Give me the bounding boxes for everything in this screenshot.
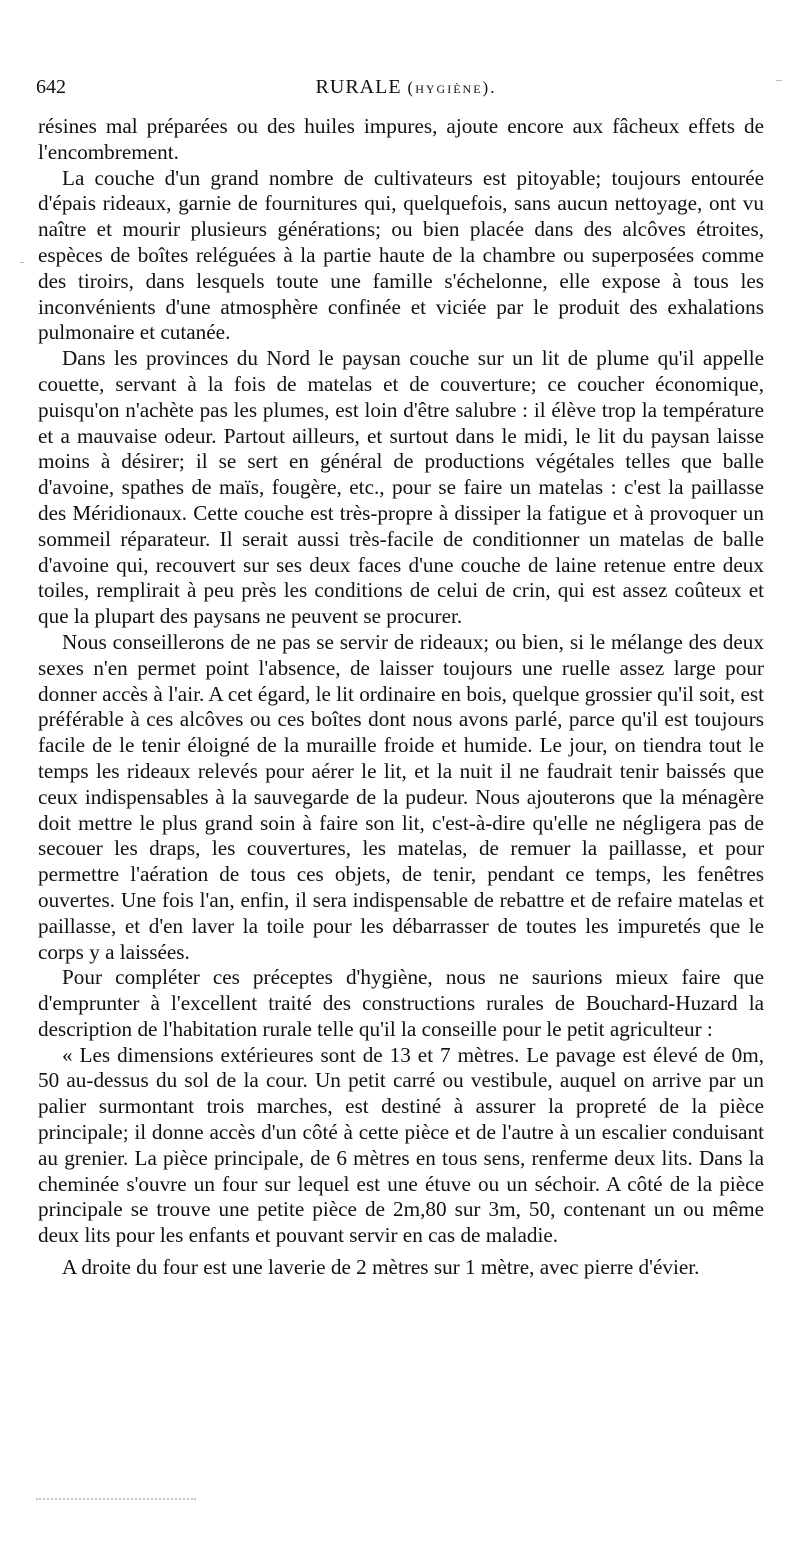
paragraph-hygiene-precepts: Pour compléter ces préceptes d'hygiène, nous ne saurions mieux faire que d'emprunter à l'excellent traité des constructions rurales de Bouchard-Huzard la description de l'habitation rurale telle qu'il la conseille pour le petit agriculteur : [38,965,764,1041]
paragraph-curtains-advice: Nous conseillerons de ne pas se servir de rideaux; ou bien, si le mélange des deux sexes n'en permet point l'absence, de laisser toujours une ruelle assez large pour donner accès à l'air. A cet égard, le lit ordinaire en bois, quelque grossier qu'il soit, est préférable à ces alcôves ou ces boîtes dont nous avons parlé, parce qu'il est toujours facile de le tenir éloigné de la muraille froide et humide. Le jour, on tiendra tout le temps les rideaux relevés pour aérer le lit, et la nuit il ne faudrait tenir baissés que ceux indispensables à la sauvegarde de la pudeur. Nous ajouterons que la ménagère doit mettre le plus grand soin à faire son lit, c'est-à-dire qu'elle ne négligera pas de secouer les draps, les couvertures, les matelas, de remuer la paillasse, et pour permettre l'aération de tous ces objets, de tenir, pendant ce temps, les fenêtres ouvertes. Une fois l'an, enfin, il sera indispensable de rebattre et de refaire matelas et paillasse, et d'en laver la toile pour les débarrasser de toutes les impuretés que le corps y a laissées. [38,629,764,964]
running-title-subtitle: (hygiène). [407,78,497,97]
paragraph-bedding: La couche d'un grand nombre de cultivateurs est pitoyable; toujours entourée d'épais rideaux, garnie de fournitures qui, quelquefois, sans aucun nettoyage, ont vu naître et mourir plusieurs générations; ou bien placée dans des alcôves étroites, espèces de boîtes reléguées à la partie haute de la chambre ou superposées comme des tiroirs, dans lesquels toute une famille s'échelonne, elle expose à tous les inconvénients d'une atmosphère confinée et viciée par le produit des exhalations pulmonaire et cutanée. [38,165,764,345]
body-text [38,114,764,1281]
scan-speck [20,262,24,263]
paragraph-continuation: résines mal préparées ou des huiles impures, ajoute encore aux fâcheux effets de l'encombrement. [38,114,764,164]
running-title [36,74,776,101]
faint-bleed-through-mark [36,1498,196,1500]
running-title-main: RURALE [315,76,402,98]
paragraph-house-dimensions: « Les dimensions extérieures sont de 13 et 7 mètres. Le pavage est élevé de 0m, 50 au-dessus du sol de la cour. Un petit carré ou vestibule, auquel on arrive par un palier surmontant trois marches, est destiné à assurer la propreté de la pièce principale; il donne accès d'un côté à cette pièce et de l'autre à un escalier conduisant au grenier. La pièce principale, de 6 mètres en tous sens, renferme deux lits. Dans la cheminée s'ouvre un four sur lequel est une étuve ou un séchoir. A côté de la pièce principale se trouve une petite pièce de 2m,80 sur 3m, 50, contenant un ou même deux lits pour les enfants et pouvant servir en cas de maladie. [38,1042,764,1248]
paragraph-north-provinces: Dans les provinces du Nord le paysan couche sur un lit de plume qu'il appelle couette, servant à la fois de matelas et de couverture; ce coucher économique, puisqu'on n'achète pas les plumes, est loin d'être salubre : il élève trop la température et a mauvaise odeur. Partout ailleurs, et surtout dans le midi, le lit du paysan laisse moins à désirer; il se sert en général de productions végétales telles que balle d'avoine, spathes de maïs, fougère, etc., pour se faire un matelas : c'est la paillasse des Méridionaux. Cette couche est très-propre à dissiper la fatigue et à provoquer un sommeil réparateur. Il serait aussi très-facile de conditionner un matelas de balle d'avoine qui, recouvert sur ses deux faces d'une couche de laine retenue entre deux toiles, remplirait à peu près les conditions de celui de crin, qui est assez coûteux et que la plupart des paysans ne peuvent se procurer. [38,346,764,629]
paragraph-laundry-room: A droite du four est une laverie de 2 mètres sur 1 mètre, avec pierre d'évier. [62,1255,700,1280]
page-number: 642 [36,76,66,98]
page-header [36,74,776,100]
scan-speck [776,80,782,81]
